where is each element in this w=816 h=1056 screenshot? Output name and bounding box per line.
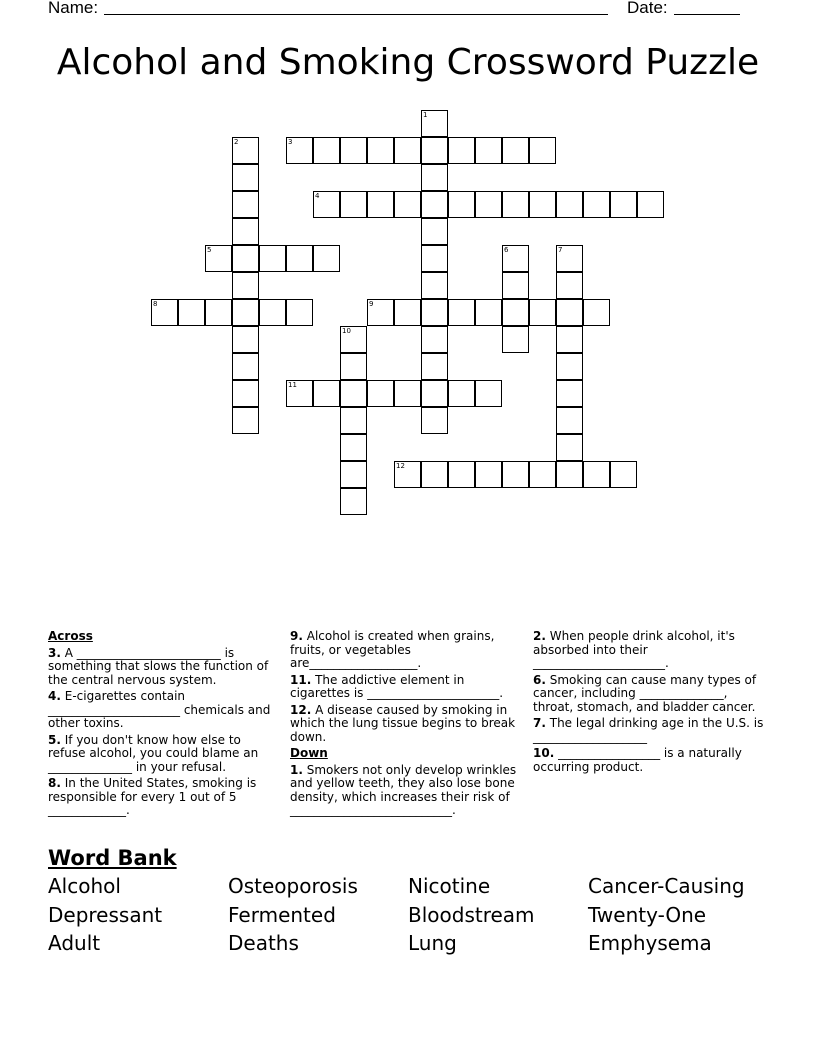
crossword-cell[interactable] — [421, 407, 448, 434]
clue-across-3 — [48, 647, 276, 688]
clue-number: 6. — [533, 672, 546, 687]
crossword-cell[interactable] — [421, 380, 448, 407]
clue-across-12 — [290, 704, 522, 745]
crossword-cell[interactable] — [502, 326, 529, 353]
crossword-cell[interactable] — [475, 191, 502, 218]
crossword-cell[interactable] — [232, 218, 259, 245]
crossword-cell[interactable] — [556, 407, 583, 434]
crossword-cell[interactable] — [421, 461, 448, 488]
clue-down-6 — [533, 674, 769, 715]
crossword-cell[interactable] — [394, 380, 421, 407]
clue-number: 12. — [290, 702, 312, 717]
clues-column-2 — [290, 630, 522, 821]
word-bank-item: Bloodstream — [408, 902, 535, 927]
clue-number: 8. — [48, 776, 61, 790]
crossword-cell[interactable] — [610, 461, 637, 488]
crossword-cell[interactable] — [394, 299, 421, 326]
crossword-cell[interactable] — [340, 488, 367, 515]
crossword-cell[interactable] — [583, 461, 610, 488]
crossword-cell[interactable] — [448, 191, 475, 218]
clue-down-1 — [290, 764, 522, 818]
crossword-cell[interactable] — [232, 380, 259, 407]
crossword-cell[interactable] — [502, 137, 529, 164]
crossword-cell[interactable] — [556, 353, 583, 380]
word-bank-item: Lung — [408, 931, 457, 955]
crossword-cell[interactable] — [556, 434, 583, 461]
crossword-cell[interactable] — [313, 245, 340, 272]
crossword-cell[interactable] — [556, 461, 583, 488]
word-bank-item: Adult — [48, 931, 101, 955]
clue-across-5 — [48, 734, 276, 775]
cell-number: 6 — [504, 246, 509, 254]
word-bank-item: Fermented — [228, 902, 336, 927]
clue-down-10 — [533, 747, 769, 774]
crossword-cell[interactable] — [556, 380, 583, 407]
cell-number: 5 — [207, 246, 212, 254]
crossword-cell[interactable] — [421, 326, 448, 353]
name-label: Name: — [48, 0, 99, 17]
crossword-cell[interactable] — [340, 380, 367, 407]
crossword-cell[interactable] — [556, 326, 583, 353]
clue-number: 10. — [533, 746, 555, 760]
word-bank-item: Nicotine — [408, 874, 491, 898]
cell-number: 12 — [396, 462, 405, 470]
cell-number: 4 — [315, 192, 320, 200]
crossword-cell[interactable] — [340, 353, 367, 380]
crossword-cell[interactable] — [394, 137, 421, 164]
crossword-cell[interactable] — [448, 137, 475, 164]
crossword-cell[interactable] — [259, 245, 286, 272]
crossword-cell[interactable] — [259, 299, 286, 326]
clue-text: The addictive element in cigarettes is ______________________. — [290, 672, 504, 700]
word-bank-item: Depressant — [48, 902, 163, 927]
crossword-cell[interactable] — [421, 272, 448, 299]
across-heading: Across — [48, 629, 93, 643]
crossword-cell[interactable] — [529, 299, 556, 326]
clue-text: E-cigarettes contain ______________________ chemicals and other toxins. — [48, 689, 271, 730]
crossword-cell[interactable] — [556, 272, 583, 299]
crossword-cell[interactable] — [475, 299, 502, 326]
clue-text: Smokers not only develop wrinkles and yellow teeth, they also lose bone density, which increases their risk of ___________________________. — [290, 762, 517, 817]
crossword-cell[interactable] — [205, 299, 232, 326]
clue-number: 7. — [533, 716, 546, 730]
clues-column-3 — [533, 630, 769, 777]
crossword-cell[interactable] — [232, 272, 259, 299]
clue-number: 3. — [48, 645, 61, 660]
crossword-cell[interactable] — [232, 191, 259, 218]
crossword-cell[interactable] — [340, 407, 367, 434]
name-field[interactable] — [104, 14, 608, 15]
crossword-cell[interactable] — [583, 299, 610, 326]
crossword-cell[interactable] — [502, 272, 529, 299]
clue-across-11 — [290, 674, 522, 701]
clue-down-2 — [533, 630, 769, 671]
cell-number: 2 — [234, 138, 239, 146]
clue-text: _________________ is a naturally occurring product. — [533, 746, 742, 774]
crossword-cell[interactable] — [637, 191, 664, 218]
clue-text: In the United States, smoking is responsible for every 1 out of 5 _____________. — [48, 776, 257, 817]
crossword-cell[interactable] — [529, 137, 556, 164]
clue-number: 1. — [290, 762, 303, 777]
word-bank-item: Emphysema — [588, 931, 712, 955]
clue-number: 11. — [290, 672, 312, 687]
crossword-cell[interactable] — [448, 380, 475, 407]
crossword-cell[interactable] — [475, 137, 502, 164]
word-bank-item: Deaths — [228, 931, 299, 955]
crossword-cell[interactable] — [448, 461, 475, 488]
crossword-cell[interactable] — [286, 299, 313, 326]
word-bank — [48, 874, 788, 960]
clue-text: If you don't know how else to refuse alcohol, you could blame an ______________ in your refusal. — [48, 732, 259, 774]
clue-text: A ________________________ is something that slows the function of the central nervous system. — [48, 645, 269, 687]
clue-text: The legal drinking age in the U.S. is ___________________ — [533, 716, 764, 744]
crossword-cell[interactable] — [286, 245, 313, 272]
cell-number: 9 — [369, 300, 374, 308]
crossword-cell[interactable] — [421, 137, 448, 164]
cell-number: 1 — [423, 111, 428, 119]
clue-text: When people drink alcohol, it's absorbed into their ______________________. — [533, 629, 735, 670]
crossword-cell[interactable] — [475, 380, 502, 407]
cell-number: 3 — [288, 138, 293, 146]
clue-number: 2. — [533, 629, 546, 643]
crossword-cell[interactable] — [232, 299, 259, 326]
crossword-cell[interactable] — [367, 380, 394, 407]
crossword-cell[interactable] — [232, 407, 259, 434]
crossword-cell[interactable] — [421, 245, 448, 272]
crossword-cell[interactable] — [232, 353, 259, 380]
crossword-cell[interactable] — [421, 164, 448, 191]
clue-number: 5. — [48, 732, 61, 747]
crossword-cell[interactable] — [313, 137, 340, 164]
clues-column-1 — [48, 630, 276, 821]
clue-number: 4. — [48, 689, 61, 703]
clue-number: 9. — [290, 629, 303, 643]
crossword-cell[interactable] — [502, 299, 529, 326]
crossword-cell[interactable] — [421, 299, 448, 326]
word-bank-title: Word Bank — [48, 846, 177, 870]
down-heading: Down — [290, 746, 328, 760]
crossword-cell[interactable] — [421, 191, 448, 218]
clue-across-9 — [290, 630, 522, 671]
crossword-cell[interactable] — [340, 137, 367, 164]
word-bank-item: Alcohol — [48, 874, 121, 898]
crossword-cell[interactable] — [340, 461, 367, 488]
crossword-cell[interactable] — [367, 191, 394, 218]
cell-number: 10 — [342, 327, 351, 335]
crossword-cell[interactable] — [502, 191, 529, 218]
crossword-cell[interactable] — [448, 299, 475, 326]
clue-text: A disease caused by smoking in which the lung tissue begins to break down. — [290, 702, 516, 744]
crossword-cell[interactable] — [394, 191, 421, 218]
crossword-cell[interactable] — [421, 218, 448, 245]
clue-across-8 — [48, 777, 276, 818]
word-bank-item: Osteoporosis — [228, 874, 358, 898]
crossword-cell[interactable] — [232, 164, 259, 191]
word-bank-item: Cancer-Causing — [588, 874, 745, 898]
crossword-cell[interactable] — [340, 434, 367, 461]
crossword-cell[interactable] — [583, 191, 610, 218]
header — [0, 0, 816, 20]
clue-down-7 — [533, 717, 769, 744]
crossword-cell[interactable] — [232, 326, 259, 353]
word-bank-item: Twenty-One — [588, 902, 707, 927]
crossword-cell[interactable] — [556, 191, 583, 218]
crossword-cell[interactable] — [529, 191, 556, 218]
crossword-cell[interactable] — [232, 245, 259, 272]
crossword-cell[interactable] — [367, 137, 394, 164]
cell-number: 8 — [153, 300, 158, 308]
cell-number: 7 — [558, 246, 563, 254]
crossword-cell[interactable] — [313, 380, 340, 407]
crossword-cell[interactable] — [421, 353, 448, 380]
crossword-cell[interactable] — [178, 299, 205, 326]
crossword-cell[interactable] — [610, 191, 637, 218]
page-title: Alcohol and Smoking Crossword Puzzle — [56, 42, 760, 83]
crossword-cell[interactable] — [340, 191, 367, 218]
cell-number: 11 — [288, 381, 297, 389]
crossword-cell[interactable] — [502, 461, 529, 488]
crossword-cell[interactable] — [556, 299, 583, 326]
clue-text: Alcohol is created when grains, fruits, or vegetables are__________________. — [290, 629, 495, 670]
date-label: Date: — [627, 0, 668, 17]
clue-text: Smoking can cause many types of cancer, including ______________, throat, stomach, and bladder cancer. — [533, 672, 757, 714]
date-field[interactable] — [674, 14, 740, 15]
crossword-cell[interactable] — [529, 461, 556, 488]
clue-across-4 — [48, 690, 276, 731]
crossword-cell[interactable] — [475, 461, 502, 488]
